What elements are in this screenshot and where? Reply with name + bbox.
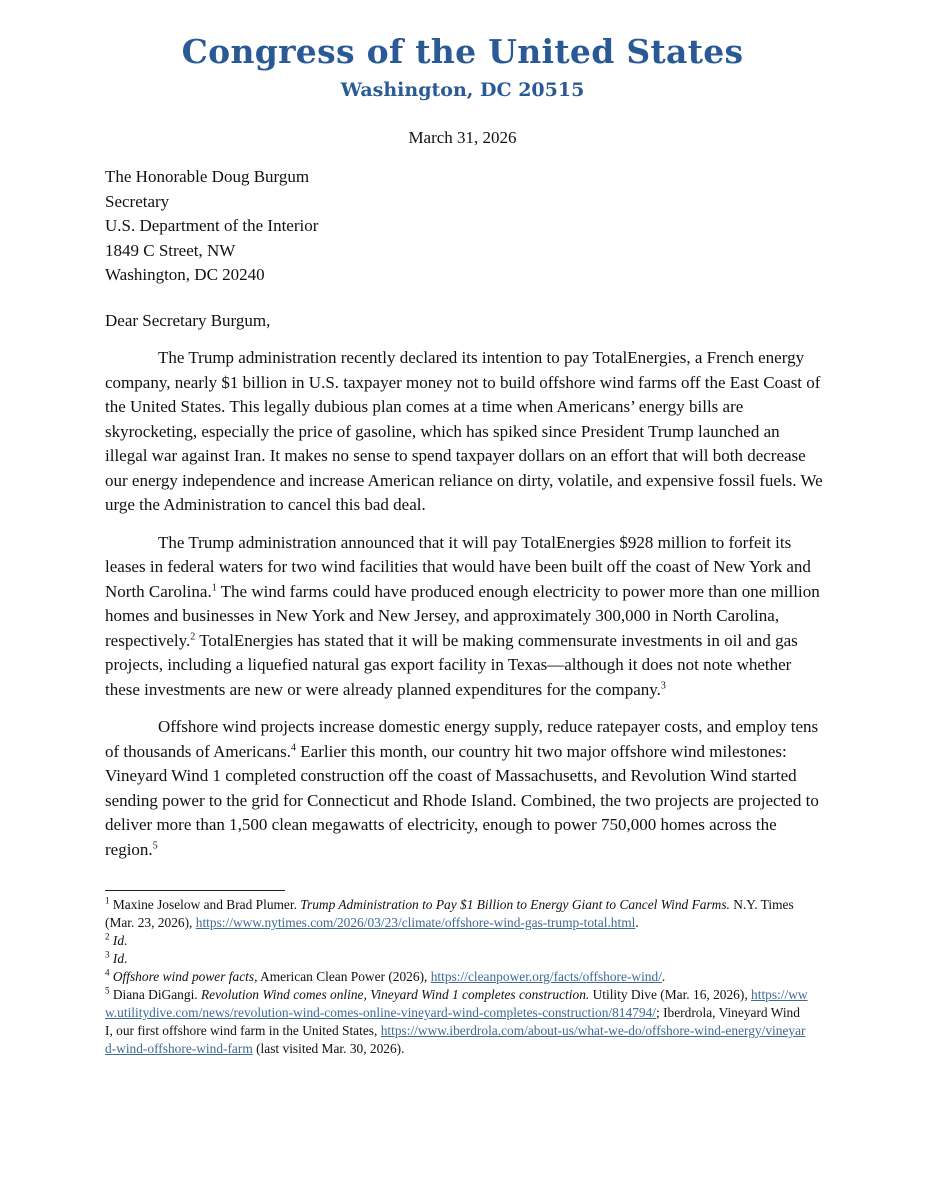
footnote-ref[interactable]: 3 (660, 679, 666, 691)
recipient-line: Secretary (105, 191, 170, 211)
body-paragraph (105, 346, 825, 518)
body-paragraph (105, 531, 825, 703)
footnote-number: 2 (105, 931, 110, 942)
footnotes (105, 896, 810, 1058)
footnote-text: Id (112, 933, 125, 948)
footnote-5 (105, 986, 810, 1058)
footnote-1 (105, 896, 810, 932)
footnote-author: Maxine Joselow and Brad Plumer. (109, 897, 301, 912)
paragraph-text: Offshore wind projects increase domestic energy supply, reduce ratepayer costs, and employ tens of thousands of Americans. (105, 717, 819, 761)
recipient-line: The Honorable Doug Burgum (105, 167, 310, 186)
footnote-source: N.Y. Times (Mar. 23, 2026), (105, 897, 794, 930)
paragraph-text: TotalEnergies has stated that it will be making commensurate investments in oil and gas projects, including a liquefied natural gas export facility in Texas—although it does not note whether these investments are new or were already planned expenditures for the company. (105, 630, 798, 699)
footnote-end: (last visited Mar. 30, 2026). (252, 1041, 405, 1056)
letter-date: March 31, 2026 (408, 128, 517, 147)
footnote-3 (105, 950, 810, 968)
letterhead-address: Washington, DC 20515 (340, 79, 585, 101)
letterhead-title: Congress of the United States (181, 32, 744, 71)
footnote-source: , American Clean Power (2026), (254, 969, 431, 984)
paragraph-text: The wind farms could have produced enough electricity to power more than one million homes and businesses in New York and New Jersey, and approximately 300,000 in North Carolina, respectively. (105, 581, 820, 650)
recipient-address (105, 165, 318, 288)
footnote-4 (105, 968, 810, 986)
footnote-author: Diana DiGangi. (109, 987, 201, 1002)
footnote-divider (105, 890, 285, 891)
footnote-link[interactable]: https://www.nytimes.com/2026/03/23/climate/offshore-wind-gas-trump-total.html (195, 915, 636, 930)
footnote-end: . (635, 915, 639, 930)
footnote-number: 1 (105, 895, 110, 906)
salutation: Dear Secretary Burgum, (105, 311, 271, 330)
footnote-end: . (124, 933, 128, 948)
letterhead (0, 32, 925, 102)
footnote-link[interactable]: https://www.utilitydive.com/news/revolution-wind-comes-online-vineyard-wind-completes-construction/814794/ (105, 987, 808, 1020)
footnote-title: Revolution Wind comes online, Vineyard Wind 1 completes construction. (200, 987, 590, 1002)
footnote-number: 4 (105, 967, 110, 978)
footnote-link[interactable]: https://cleanpower.org/facts/offshore-wind/ (430, 969, 662, 984)
footnote-2 (105, 932, 810, 950)
recipient-line: U.S. Department of the Interior (105, 216, 319, 235)
paragraph-text: The Trump administration recently declared its intention to pay TotalEnergies, a French energy company, nearly $1 billion in U.S. taxpayer money not to build offshore wind farms off the East Coast of the United States. This legally dubious plan comes at a time when Americans’ energy bills are skyrocketing, especially the price of gasoline, which has spiked since President Trump launched an illegal war against Iran. It makes no sense to spend taxpayer dollars on an effort that will both decrease our energy independence and increase American reliance on dirty, volatile, and expensive fossil fuels. We urge the Administration to cancel this bad deal. (105, 348, 823, 514)
footnote-text: Id (112, 951, 125, 966)
letter-body (105, 346, 825, 875)
footnote-ref[interactable]: 4 (291, 741, 297, 753)
paragraph-text: The Trump administration announced that it will pay TotalEnergies $928 million to forfeit its leases in federal waters for two wind facilities that would have been built off the coast of New York and North Carolina. (105, 532, 811, 601)
footnote-link[interactable]: https://www.iberdrola.com/about-us/what-we-do/offshore-wind-energy/vineyard-wind-offshore-wind-farm (105, 1023, 806, 1056)
footnote-title: Offshore wind power facts (112, 969, 255, 984)
footnote-ref[interactable]: 2 (190, 630, 196, 642)
footnote-end: . (124, 951, 128, 966)
recipient-line: 1849 C Street, NW (105, 240, 236, 260)
footnote-text: ; Iberdrola, Vineyard Wind I, our first offshore wind farm in the United States, (105, 1005, 800, 1038)
footnote-title: Trump Administration to Pay $1 Billion to Energy Giant to Cancel Wind Farms. (300, 897, 730, 912)
footnote-end: . (661, 969, 666, 984)
footnote-number: 5 (105, 985, 110, 996)
body-paragraph (105, 715, 825, 862)
footnote-number: 3 (105, 949, 110, 960)
recipient-line: Washington, DC 20240 (105, 265, 265, 284)
footnote-ref[interactable]: 1 (211, 581, 217, 593)
footnote-ref[interactable]: 5 (152, 839, 158, 851)
paragraph-text: Earlier this month, our country hit two major offshore wind milestones: Vineyard Wind 1 completed construction off the coast of Massachusetts, and Revolution Wind started sending power to the grid for Connecticut and Rhode Island. Combined, the two projects are projected to deliver more than 1,500 clean megawatts of electricity, enough to power 750,000 homes across the region. (105, 741, 819, 859)
footnote-source: Utility Dive (Mar. 16, 2026), (589, 987, 752, 1002)
